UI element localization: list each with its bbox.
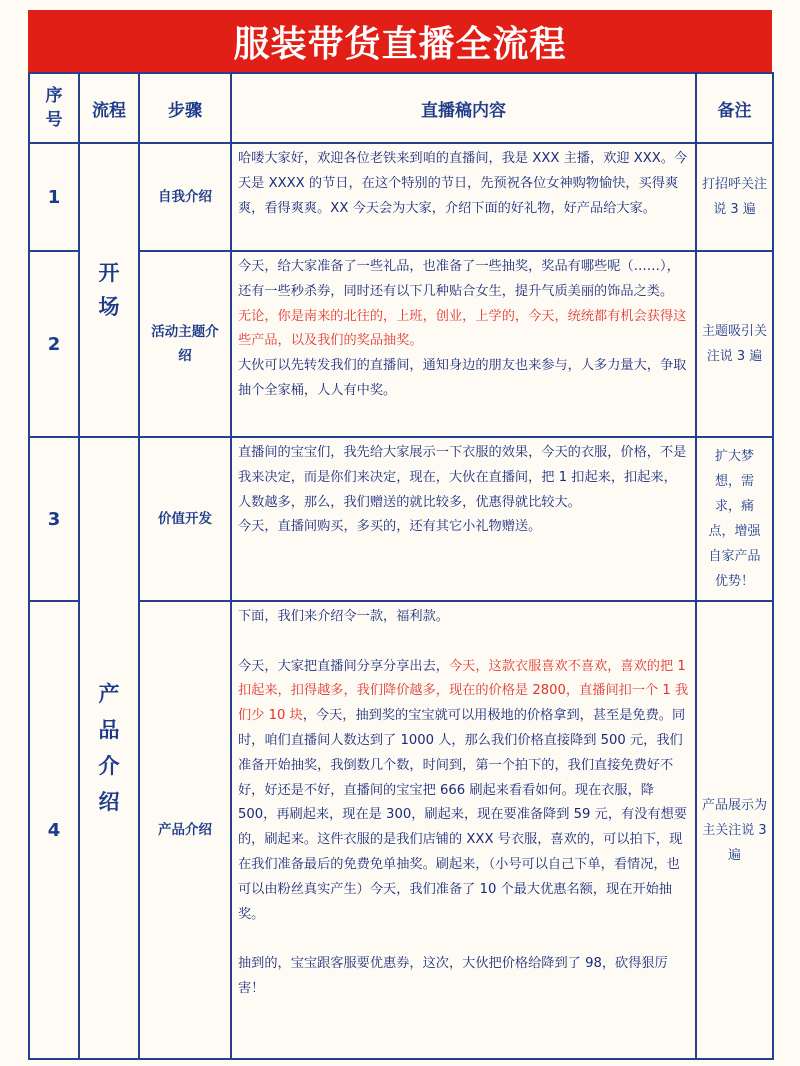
row-number: 4 (29, 601, 79, 1059)
note-cell: 产品展示为主关注说 3 遍 (696, 601, 773, 1059)
script-content: 直播间的宝宝们，我先给大家展示一下衣服的效果，今天的衣服，价格，不是我来决定，而是你们来决定，现在，大伙在直播间，把 1 扣起来，扣起来，人数越多，那么，我们赠送的就比较多，优惠得就比较大。 今天，直播间购买，多买的，还有其它小礼物赠送。 (231, 437, 696, 601)
table-row (29, 143, 773, 251)
note-cell: 打招呼关注说 3 遍 (696, 143, 773, 251)
stage-product: 产品介绍 (79, 437, 139, 1059)
header-seq: 序号 (29, 73, 79, 143)
table-row (29, 601, 773, 1059)
header-note: 备注 (696, 73, 773, 143)
table-row (29, 437, 773, 601)
note-cell: 主题吸引关注说 3 遍 (696, 251, 773, 437)
note-cell: 扩大梦想，需求，痛点，增强自家产品优势！ (696, 437, 773, 601)
header-step: 步骤 (139, 73, 231, 143)
livestream-script-table (28, 72, 774, 1060)
header-row (29, 73, 773, 143)
step-label: 自我介绍 (139, 143, 231, 251)
header-content: 直播稿内容 (231, 73, 696, 143)
step-label: 价值开发 (139, 437, 231, 601)
stage-opening: 开场 (79, 143, 139, 437)
row-number: 1 (29, 143, 79, 251)
step-label: 活动主题介绍 (139, 251, 231, 437)
header-flow: 流程 (79, 73, 139, 143)
page-title: 服装带货直播全流程 (28, 10, 772, 72)
table-row (29, 251, 773, 437)
script-content: 下面，我们来介绍令一款，福利款。 今天，大家把直播间分享分享出去，今天，这款衣服喜欢不喜欢，喜欢的把 1 扣起来，扣得越多，我们降价越多，现在的价格是 2800，直播间扣一个 1 我们少 10 块，今天，抽到奖的宝宝就可以用极地的价格拿到，甚至是免费。同时，咱们直播间人数达到了 1000 人，那么我们价格直接降到 500 元，我们准备开始抽奖，我倒数几个数，时间到，第一个拍下的，我们直接免费好不好，好还是不好，直播间的宝宝把 666 刷起来看看如何。现在衣服，降 500，再刷起来，现在是 300，刷起来，现在要准备降到 59 元，有没有想要的，刷起来。这件衣服的是我们店铺的 XXX 号衣服，喜欢的，可以拍下，现在我们准备最后的免费免单抽奖。刷起来，（小号可以自己下单，看情况，也可以由粉丝真实产生）今天，我们准备了 10 个最大优惠名额，现在开始抽奖。 抽到的，宝宝跟客服要优惠券，这次，大伙把价格给降到了 98，砍得狠厉害！ (231, 601, 696, 1059)
row-number: 2 (29, 251, 79, 437)
row-number: 3 (29, 437, 79, 601)
step-label: 产品介绍 (139, 601, 231, 1059)
script-content: 今天，给大家准备了一些礼品，也准备了一些抽奖，奖品有哪些呢（……），还有一些秒杀券，同时还有以下几种贴合女生，提升气质美丽的饰品之类。 无论，你是南来的北往的，上班，创业，上学的，今天，统统都有机会获得这些产品，以及我们的奖品抽奖。 大伙可以先转发我们的直播间，通知身边的朋友也来参与，人多力量大，争取抽个全家桶，人人有中奖。 (231, 251, 696, 437)
script-content: 哈喽大家好，欢迎各位老铁来到咱的直播间，我是 XXX 主播，欢迎 XXX。今天是 XXXX 的节日，在这个特别的节日，先预祝各位女神购物愉快，买得爽爽，看得爽爽。XX 今天会为大家，介绍下面的好礼物，好产品给大家。 (231, 143, 696, 251)
